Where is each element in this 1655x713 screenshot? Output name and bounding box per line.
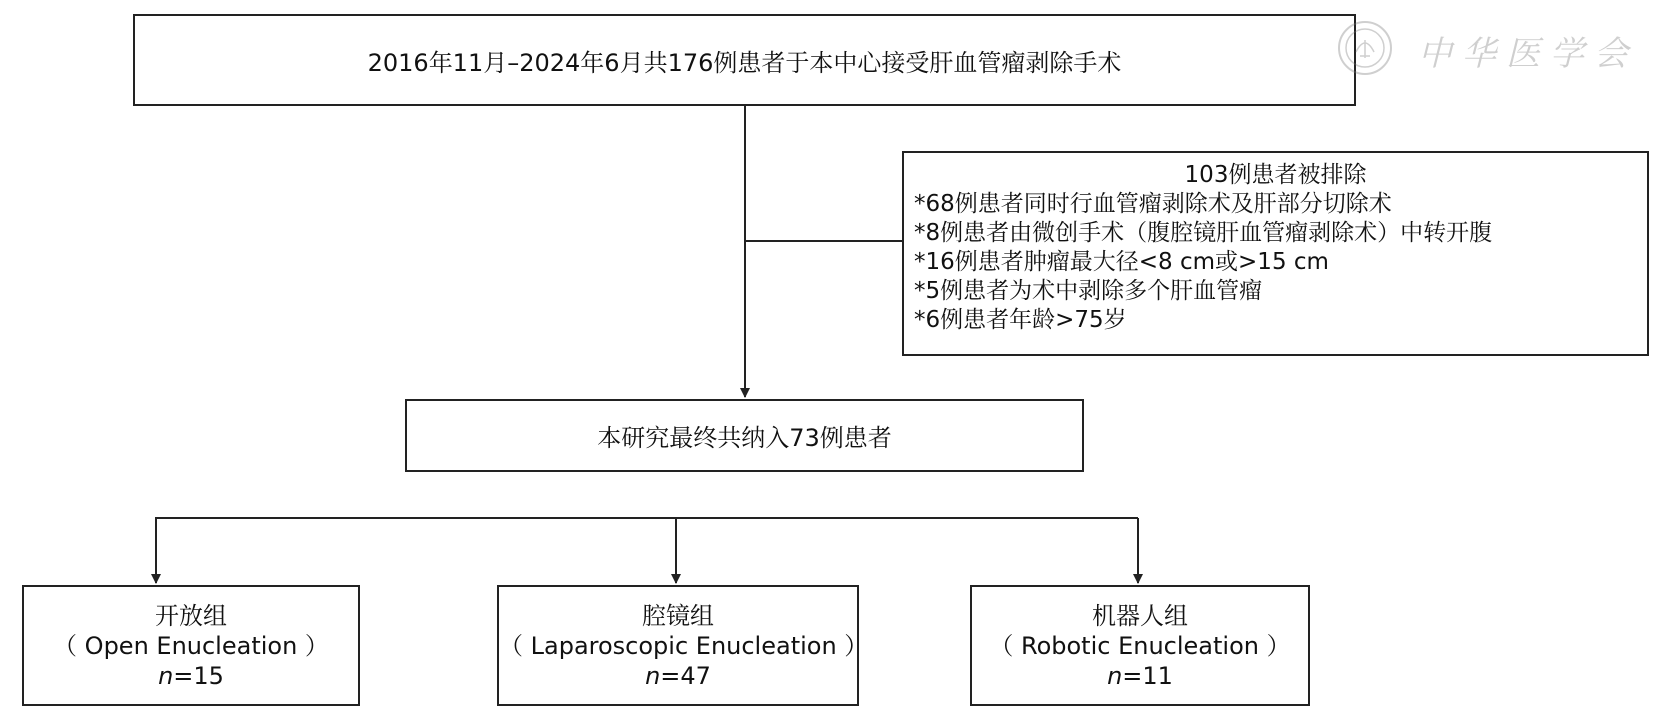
exclusion-item: *8例患者由微创手术（腹腔镜肝血管瘤剥除术）中转开腹 <box>914 220 1493 246</box>
n-symbol: n <box>1107 661 1123 690</box>
initial-cohort-text: 2016年11月–2024年6月共176例患者于本中心接受肝血管瘤剥除手术 <box>367 48 1122 77</box>
included-cohort-box <box>405 399 1084 472</box>
society-seal-icon <box>1334 18 1396 78</box>
group-count <box>158 661 224 691</box>
exclusion-item: *68例患者同时行血管瘤剥除术及肝部分切除术 <box>914 191 1392 217</box>
group-english-name: （ Open Enucleation ） <box>53 631 329 660</box>
exclusion-title: 103例患者被排除 <box>1184 162 1367 188</box>
exclusion-box <box>902 151 1649 356</box>
n-symbol: n <box>645 661 661 690</box>
n-symbol: n <box>158 661 174 690</box>
count-value: =47 <box>660 661 711 690</box>
group-count <box>645 661 711 691</box>
initial-cohort-box <box>133 14 1356 106</box>
watermark-text: 中华医学会 <box>1418 34 1638 74</box>
publisher-watermark <box>1334 18 1650 78</box>
exclusion-item: *5例患者为术中剥除多个肝血管瘤 <box>914 278 1263 304</box>
included-cohort-text: 本研究最终共纳入73例患者 <box>597 424 892 452</box>
group-english-name: （ Robotic Enucleation ） <box>989 631 1291 660</box>
count-value: =15 <box>173 661 224 690</box>
exclusion-item: *6例患者年龄>75岁 <box>914 307 1127 333</box>
laparoscopic-group-box <box>497 585 869 706</box>
exclusion-item: *16例患者肿瘤最大径<8 cm或>15 cm <box>914 249 1329 275</box>
group-name: 机器人组 <box>1092 601 1188 630</box>
open-group-box <box>22 585 360 706</box>
group-name: 腔镜组 <box>642 601 714 630</box>
robotic-group-box <box>970 585 1310 706</box>
group-count <box>1107 661 1173 691</box>
group-name: 开放组 <box>155 601 227 630</box>
group-english-name: （ Laparoscopic Enucleation ） <box>499 631 869 660</box>
count-value: =11 <box>1122 661 1173 690</box>
